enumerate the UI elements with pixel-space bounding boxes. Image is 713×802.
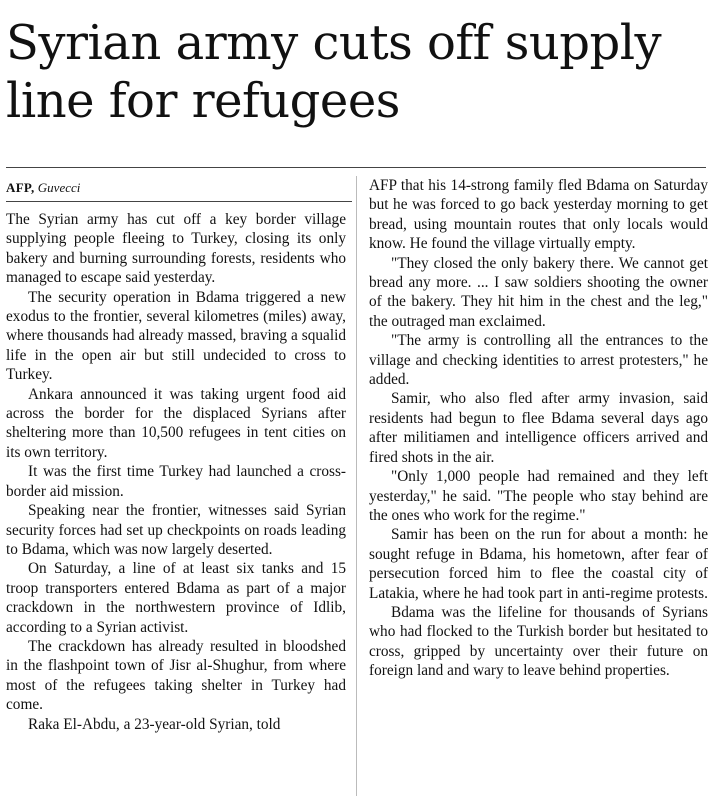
paragraph: The crackdown has already resulted in bloodshed in the flashpoint town of Jisr al-Shughur, from where most of the refugees taking shelter in Turkey had come. [6,637,346,714]
paragraph-continued: AFP that his 14-strong family fled Bdama on Saturday but he was forced to go back yesterday morning to get bread, using mountain routes that only locals would know. He found the village virtually empty. [369,177,708,253]
paragraph: Samir, who also fled after army invasion, said residents had begun to flee Bdama several days ago after militiamen and intelligence officers arrived and fired shots in the air. [369,390,708,466]
paragraph: "The army is controlling all the entrances to the village and checking identities to arrest protesters," he added. [369,332,708,389]
paragraph: The security operation in Bdama triggered a new exodus to the frontier, several kilometres (miles) away, where thousands had already massed, braving a squalid life in the open air but still undecided to cross to Turkey. [6,288,346,384]
byline-agency: AFP, [6,180,35,195]
paragraph: The Syrian army has cut off a key border village supplying people fleeing to Turkey, closing its only bakery and burning surrounding forests, residents who managed to escape said yesterday. [6,211,346,287]
paragraph: Raka El-Abdu, a 23-year-old Syrian, told [28,715,281,733]
byline-place: Guvecci [37,180,81,195]
byline [6,180,80,196]
byline-rule [6,201,352,202]
paragraph: "They closed the only bakery there. We cannot get bread any more. ... I saw soldiers shooting the owner of the bakery. They hit him in the chest and the leg," the outraged man exclaimed. [369,254,708,330]
article-headline: Syrian army cuts off supply line for refugees [6,15,662,129]
paragraph: It was the first time Turkey had launched a cross-border aid mission. [6,463,346,500]
paragraph: "Only 1,000 people had remained and they left yesterday," he said. "The people who stay behind are the ones who work for the regime." [369,468,708,524]
article-column-left [6,210,346,734]
paragraph: Ankara announced it was taking urgent food aid across the border for the displaced Syrians after sheltering more than 10,500 refugees in tent cities on its own territory. [6,385,346,461]
column-divider [356,176,357,796]
article-column-right [369,176,708,681]
paragraph: On Saturday, a line of at least six tanks and 15 troop transporters entered Bdama as part of a major crackdown in the northwestern province of Idlib, according to a Syrian activist. [6,560,346,636]
paragraph: Speaking near the frontier, witnesses said Syrian security forces had set up checkpoints on roads leading to Bdama, which was now largely deserted. [6,502,346,558]
headline-rule [6,167,706,168]
paragraph: Bdama was the lifeline for thousands of Syrians who had flocked to the Turkish border but hesitated to cross, gripped by uncertainty over their future on foreign land and wary to leave behind properties. [369,603,708,680]
paragraph: Samir has been on the run for about a month: he sought refuge in Bdama, his hometown, after fear of persecution forced him to flee the coastal city of Latakia, where he had took part in anti-regime protests. [369,526,708,602]
